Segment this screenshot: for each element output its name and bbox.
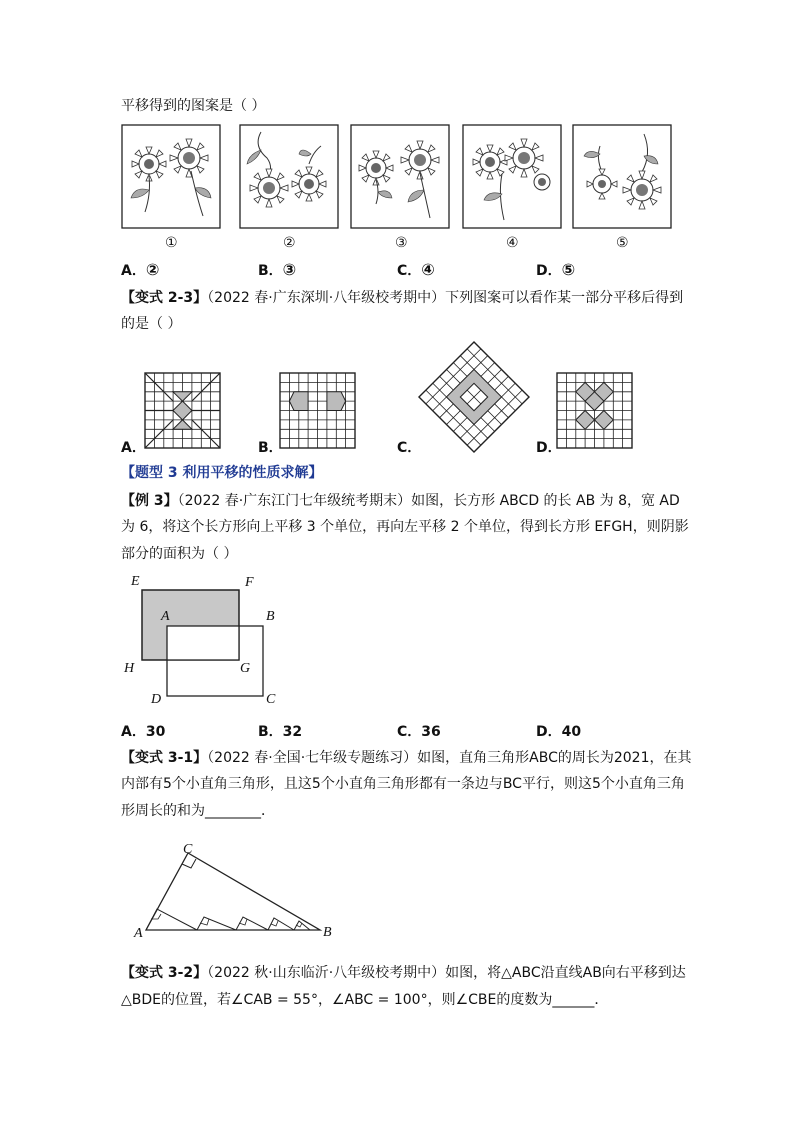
grid-pattern-d [557,373,632,448]
option-a[interactable]: A． [121,440,146,456]
point-label-b: B [266,609,275,624]
vertex-label-b: B [323,925,332,940]
question-text: （2022 春·广东江门七年级统考期末）如图，长方形 ABCD 的长 AB 为 8，宽 AD [177,493,680,509]
sunflower-pattern-3 [350,124,450,229]
example-3-line2: 为 6，将这个长方形向上平移 3 个单位，再向左平移 2 个单位，得到长方形 EFGH，则阴影 [121,519,689,535]
point-label-c: C [266,692,276,707]
question-stem-tail: 平移得到的图案是（ ） [121,98,266,114]
option-value: 36 [421,724,441,740]
sunflower-pattern-1 [121,124,221,229]
option-value: ⑤ [561,260,576,279]
example-3-line1 [121,491,680,511]
figure-caption-1: ① [165,235,178,251]
option-letter: B． [258,724,283,740]
option-b[interactable]: B． [258,440,283,456]
option-d[interactable]: D． [536,440,562,456]
option-letter: B． [258,263,283,279]
option-letter: D． [536,263,562,279]
section-heading: 【题型 3 利用平移的性质求解】 [121,465,323,481]
option-c[interactable] [397,721,441,741]
option-b[interactable] [258,721,302,741]
question-2-3-line2: 的是（ ） [121,316,182,332]
option-value: 30 [145,724,166,740]
question-3-2-line1 [121,963,686,983]
sunflower-pattern-2 [239,124,339,229]
figure-caption-5: ⑤ [616,235,629,251]
option-value: ③ [282,260,297,279]
point-label-d: D [151,692,162,707]
right-triangle-figure [140,845,325,935]
option-c[interactable]: C． [397,440,422,456]
option-value: ② [145,260,160,279]
option-value: 40 [561,724,582,740]
figure-caption-2: ② [283,235,296,251]
question-3-1-line3: 形周长的和为________． [121,803,275,819]
question-tag: 【变式 2-3】 [121,290,208,306]
point-label-f: F [245,575,254,590]
question-text: （2022 秋·山东临沂·八年级校考期中）如图，将△ABC沿直线AB向右平移到达 [207,965,686,981]
grid-pattern-c [419,342,529,452]
option-d[interactable] [536,721,581,741]
question-3-1-line2: 内部有5个小直角三角形，且这5个小直角三角形都有一条边与BC平行，则这5个小直角三角 [121,776,685,792]
question-3-1-line1 [121,748,692,768]
rectangle-translation-figure [120,570,290,710]
grid-pattern-b [280,373,355,448]
option-letter: A． [121,724,146,740]
question-3-2-line2: △BDE的位置，若∠CAB = 55°，∠ABC = 100°，则∠CBE的度数为______． [121,992,609,1008]
point-label-g: G [240,661,251,676]
option-letter: D． [536,724,562,740]
question-tag: 【例 3】 [121,493,178,509]
vertex-label-a: A [134,926,143,941]
option-a[interactable] [121,721,165,741]
option-b[interactable] [258,260,296,280]
point-label-h: H [124,661,135,676]
option-d[interactable] [536,260,575,280]
question-2-3-line1 [121,288,683,308]
point-label-a: A [161,609,170,624]
sunflower-pattern-5 [572,124,672,229]
option-letter: C． [397,263,422,279]
option-value: ④ [421,260,435,279]
question-text: （2022 春·全国·七年级专题练习）如图，直角三角形ABC的周长为2021，在其 [207,750,692,766]
question-text: （2022 春·广东深圳·八年级校考期中）下列图案可以看作某一部分平移后得到 [207,290,684,306]
figure-caption-3: ③ [395,235,408,251]
figure-caption-4: ④ [506,235,519,251]
option-letter: A． [121,263,146,279]
grid-pattern-a [145,373,220,448]
option-a[interactable] [121,260,159,280]
vertex-label-c: C [183,842,193,857]
option-value: 32 [282,724,303,740]
point-label-e: E [131,574,140,589]
option-c[interactable] [397,260,435,280]
option-letter: C． [397,724,422,740]
question-tag: 【变式 3-1】 [121,750,208,766]
example-3-line3: 部分的面积为（ ） [121,546,238,562]
sunflower-pattern-4 [462,124,562,229]
question-tag: 【变式 3-2】 [121,965,208,981]
